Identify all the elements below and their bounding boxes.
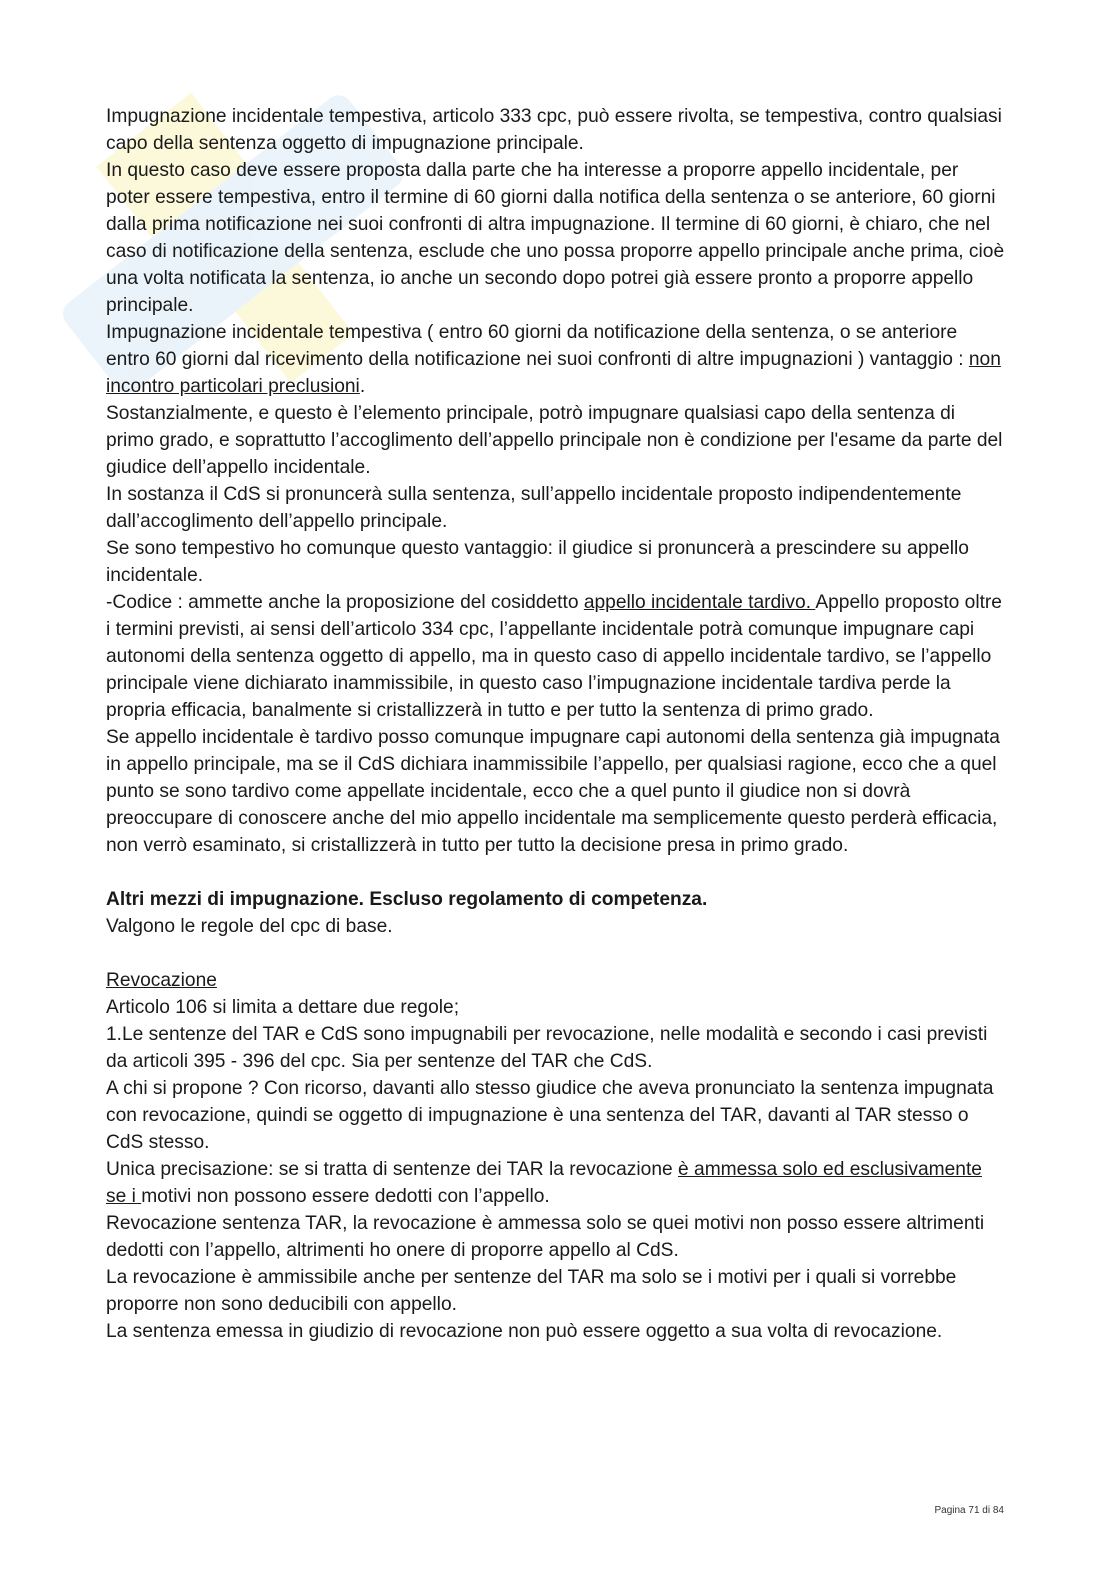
paragraph: 1.Le sentenze del TAR e CdS sono impugnabili per revocazione, nelle modalità e secondo i casi previsti da articoli 395 - 396 del cpc. Sia per sentenze del TAR che CdS. xyxy=(106,1024,988,1072)
paragraph: A chi si propone ? Con ricorso, davanti allo stesso giudice che aveva pronunciato la sentenza impugnata con revocazione, quindi se oggetto di impugnazione è una sentenza del TAR, davanti al TAR stesso o CdS stesso. xyxy=(106,1078,994,1153)
paragraph xyxy=(106,319,1006,400)
paragraph: Se sono tempestivo ho comunque questo vantaggio: il giudice si pronuncerà a prescindere su appello incidentale. xyxy=(106,538,969,586)
paragraph: Revocazione sentenza TAR, la revocazione è ammessa solo se quei motivi non posso essere altrimenti dedotti con l’appello, altrimenti ho onere di proporre appello al CdS. xyxy=(106,1213,985,1261)
page-number: Pagina 71 di 84 xyxy=(934,1505,1004,1516)
document-body xyxy=(106,103,1006,1345)
underlined-text: non incontro particolari preclusioni xyxy=(106,349,1001,397)
paragraph: Sostanzialmente, e questo è l’elemento principale, potrò impugnare qualsiasi capo della sentenza di primo grado, e soprattutto l’accoglimento dell’appello principale non è condizione per l'esame da parte del giudice dell’appello incidentale. xyxy=(106,403,1003,478)
text: Impugnazione incidentale tempestiva ( entro 60 giorni da notificazione della sentenza, o se anteriore entro 60 giorni dal ricevimento della notificazione nei suoi confronti di altre impugnazioni ) vantaggio : xyxy=(106,322,969,370)
section-heading: Altri mezzi di impugnazione. Escluso regolamento di competenza. xyxy=(106,889,708,910)
paragraph: La revocazione è ammissibile anche per sentenze del TAR ma solo se i motivi per i quali si vorrebbe proporre non sono deducibili con appello. xyxy=(106,1267,957,1315)
text: -Codice : ammette anche la proposizione del cosiddetto xyxy=(106,592,584,613)
paragraph xyxy=(106,589,1006,724)
subsection-heading: Revocazione xyxy=(106,970,217,991)
text: Unica precisazione: se si tratta di sentenze dei TAR la revocazione xyxy=(106,1159,679,1180)
text: Appello proposto oltre i termini previsti, ai sensi dell’articolo 334 cpc, l’appellante incidentale potrà comunque impugnare capi autonomi della sentenza oggetto di appello, ma in questo caso di appello incidentale tardivo, se l’appello principale viene dichiarato inammissibile, in questo caso l’impugnazione incidentale tardiva perde la propria efficacia, banalmente si cristallizzerà in tutto e per tutto la sentenza di primo grado. xyxy=(106,592,1002,721)
underlined-text: appello incidentale tardivo. xyxy=(583,592,816,613)
paragraph: Articolo 106 si limita a dettare due regole; xyxy=(106,997,460,1018)
paragraph: La sentenza emessa in giudizio di revocazione non può essere oggetto a sua volta di revocazione. xyxy=(106,1321,943,1342)
paragraph: Se appello incidentale è tardivo posso comunque impugnare capi autonomi della sentenza già impugnata in appello principale, ma se il CdS dichiara inammissibile l’appello, per qualsiasi ragione, ecco che a quel punto se sono tardivo come appellate incidentale, ecco che a quel punto il giudice non si dovrà preoccupare di conoscere anche del mio appello incidentale ma semplicemente questo perderà efficacia, non verrò esaminato, si cristallizzerà in tutto per tutto la decisione presa in primo grado. xyxy=(106,727,1000,856)
paragraph: Impugnazione incidentale tempestiva, articolo 333 cpc, può essere rivolta, se tempestiva, contro qualsiasi capo della sentenza oggetto di impugnazione principale. xyxy=(106,106,1002,154)
paragraph: In sostanza il CdS si pronuncerà sulla sentenza, sull’appello incidentale proposto indipendentemente dall’accoglimento dell’appello principale. xyxy=(106,484,962,532)
paragraph xyxy=(106,1156,1006,1210)
text: . xyxy=(359,376,366,397)
paragraph: In questo caso deve essere proposta dalla parte che ha interesse a proporre appello incidentale, per poter essere tempestiva, entro il termine di 60 giorni dalla notifica della sentenza o se anteriore, 60 giorni dalla prima notificazione nei suoi confronti di altra impugnazione. Il termine di 60 giorni, è chiaro, che nel caso di notificazione della sentenza, esclude che uno possa proporre appello principale anche prima, cioè una volta notificata la sentenza, io anche un secondo dopo potrei già essere pronto a proporre appello principale. xyxy=(106,160,1005,316)
paragraph: Valgono le regole del cpc di base. xyxy=(106,916,393,937)
text: motivi non possono essere dedotti con l’appello. xyxy=(141,1186,550,1207)
underlined-text: è ammessa solo ed esclusivamente se i xyxy=(106,1159,982,1207)
